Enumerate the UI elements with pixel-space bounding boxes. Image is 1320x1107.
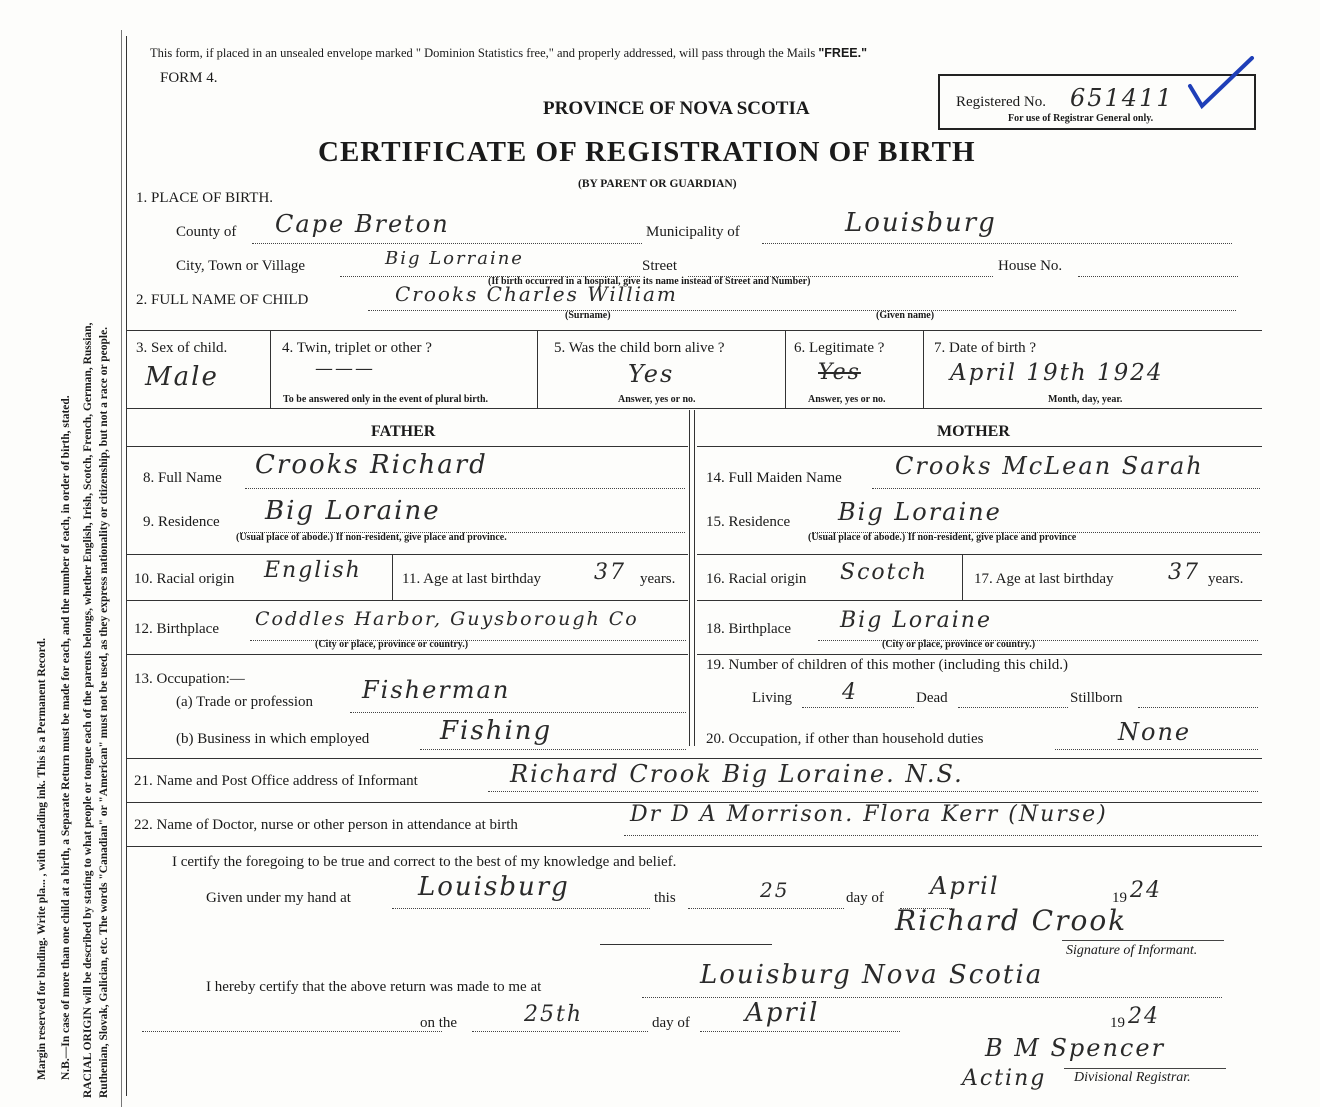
certify-divider: [600, 944, 772, 945]
certify-text: I certify the foregoing to be true and correct to the best of my knowledge and belief.: [172, 854, 677, 870]
mother-rule-2: [697, 600, 1262, 601]
mother-occ-label: 20. Occupation, if other than household duties: [706, 731, 984, 747]
box-divider-3: [785, 330, 786, 408]
mother-heading-rule: [697, 446, 1262, 447]
frame-left: [126, 36, 127, 1096]
mother-years: years.: [1208, 571, 1244, 587]
child-name-line: [368, 310, 1236, 311]
acting-note: Acting: [962, 1066, 1047, 1091]
living-label: Living: [752, 690, 792, 706]
postal-note: This form, if placed in an unsealed envelope marked " Dominion Statistics free," and properly addressed, will pass through the Mails "FREE.": [150, 46, 868, 60]
registrar-signature: B M Spencer: [985, 1034, 1166, 1062]
rule-bottom-boxes: [126, 408, 1262, 409]
given-label: Given under my hand at: [206, 890, 351, 906]
father-name-line: [245, 488, 685, 489]
rule-top-boxes: [126, 330, 1262, 331]
stillborn-label: Stillborn: [1070, 690, 1123, 706]
child-name-label: 2. FULL NAME OF CHILD: [136, 292, 309, 308]
registrar-label: Divisional Registrar.: [1074, 1070, 1191, 1085]
father-bp-label: 12. Birthplace: [134, 621, 219, 637]
father-years: years.: [640, 571, 676, 587]
father-name-label: 8. Full Name: [143, 470, 222, 486]
signature-label: Signature of Informant.: [1066, 943, 1198, 958]
registrar-place-line: [642, 997, 1222, 998]
children-label: 19. Number of children of this mother (including this child.): [706, 657, 1069, 673]
father-age-value: 37: [594, 560, 626, 585]
county-value: Cape Breton: [275, 210, 450, 238]
municipality-label: Municipality of: [646, 224, 740, 240]
father-bp-note: (City or place, province or country.): [315, 639, 469, 650]
street-label: Street: [642, 258, 677, 274]
registrar-day-line: [472, 1031, 648, 1032]
father-heading: FATHER: [371, 423, 436, 440]
alive-value: Yes: [628, 360, 675, 388]
reg-note: For use of Registrar General only.: [1008, 113, 1154, 124]
rule-informant-top: [126, 758, 1262, 759]
legitimate-value: Yes: [818, 360, 861, 385]
sex-label: 3. Sex of child.: [136, 340, 228, 356]
father-rule-1: [126, 554, 688, 555]
city-value: Big Lorraine: [385, 248, 524, 269]
informant-line: [488, 791, 1258, 792]
mother-bp-value: Big Loraine: [840, 608, 992, 633]
mother-heading: MOTHER: [937, 423, 1010, 440]
living-line: [802, 707, 914, 708]
registrar-day-value: 25th: [524, 1002, 584, 1027]
registration-box: [938, 74, 1256, 130]
twin-label: 4. Twin, triplet or other ?: [282, 340, 432, 356]
registrar-year-prefix: 19: [1110, 1015, 1125, 1031]
mother-name-line: [872, 488, 1260, 489]
center-divider: [689, 410, 695, 746]
county-line: [252, 243, 642, 244]
certify-day-value: 25: [760, 878, 790, 902]
mother-occ-value: None: [1118, 718, 1192, 746]
box-divider-4: [923, 330, 924, 408]
informant-value: Richard Crook Big Loraine. N.S.: [510, 760, 964, 788]
racial-note-2: Ruthenian, Slovak, Galician, etc. The words "Canadian" or "American" must not be used, as they express nationality or citizenship, but not a race or people.: [98, 326, 110, 1098]
box-divider-2: [537, 330, 538, 408]
living-value: 4: [842, 680, 858, 705]
twin-value: ———: [315, 358, 375, 379]
surname-note: (Surname): [565, 310, 611, 321]
city-label: City, Town or Village: [176, 258, 306, 274]
house-label: House No.: [998, 258, 1063, 274]
mother-res-value: Big Loraine: [838, 498, 1002, 526]
signature-line: [1062, 940, 1224, 941]
mother-rule-3: [697, 654, 1262, 655]
alive-note: Answer, yes or no.: [618, 394, 696, 405]
father-racial-divider: [392, 554, 393, 600]
informant-signature: Richard Crook: [895, 904, 1128, 937]
doctor-value: Dr D A Morrison. Flora Kerr (Nurse): [630, 802, 1108, 827]
day-line: [688, 908, 844, 909]
sex-value: Male: [145, 362, 219, 392]
business-label: (b) Business in which employed: [176, 731, 370, 747]
mother-racial-label: 16. Racial origin: [706, 571, 807, 587]
father-rule-3: [126, 654, 688, 655]
registrar-place-value: Louisburg Nova Scotia: [700, 960, 1044, 990]
mother-racial-value: Scotch: [840, 560, 928, 585]
box-divider-1: [270, 330, 271, 408]
certify-month-value: April: [930, 872, 1000, 900]
dob-value: April 19th 1924: [950, 360, 1164, 386]
trade-value: Fisherman: [362, 676, 511, 704]
year-prefix: 19: [1112, 890, 1127, 906]
page-title: CERTIFICATE OF REGISTRATION OF BIRTH: [318, 136, 976, 168]
given-place-line: [392, 908, 650, 909]
father-racial-label: 10. Racial origin: [134, 571, 235, 587]
legitimate-label: 6. Legitimate ?: [794, 340, 885, 356]
mother-bp-label: 18. Birthplace: [706, 621, 791, 637]
given-note: (Given name): [876, 310, 935, 321]
mother-name-label: 14. Full Maiden Name: [706, 470, 842, 486]
father-res-label: 9. Residence: [143, 514, 220, 530]
legitimate-note: Answer, yes or no.: [808, 394, 886, 405]
municipality-line: [762, 243, 1232, 244]
dead-line: [958, 707, 1068, 708]
house-line: [1078, 276, 1238, 277]
registrar-year-value: 24: [1128, 1004, 1160, 1029]
father-rule-2: [126, 600, 688, 601]
binding-note: Margin reserved for binding. Write pla... , with unfading ink. This is a Permanent Record.: [36, 637, 48, 1080]
this-label: this: [654, 890, 676, 906]
father-name-value: Crooks Richard: [255, 450, 488, 480]
mother-rule-1: [697, 554, 1262, 555]
mother-name-value: Crooks McLean Sarah: [895, 452, 1204, 480]
province-heading: PROVINCE OF NOVA SCOTIA: [543, 98, 810, 119]
place-heading: 1. PLACE OF BIRTH.: [136, 190, 274, 206]
reg-number: 651411: [1070, 84, 1174, 112]
day-of-label: day of: [846, 890, 884, 906]
mother-res-note: (Usual place of abode.) If non-resident, give place and province: [808, 532, 1077, 543]
racial-note-1: RACIAL ORIGIN will be described by stating to what people or tongue each of the parents belongs, whether English, Irish, Scotch, French, German, Russian,: [82, 322, 94, 1098]
registrar-text: I hereby certify that the above return was made to me at: [206, 979, 542, 995]
father-racial-value: English: [264, 558, 362, 583]
registrar-sig-line: [1064, 1068, 1226, 1069]
county-label: County of: [176, 224, 237, 240]
registrar-day-of: day of: [652, 1015, 690, 1031]
father-age-label: 11. Age at last birthday: [402, 571, 541, 587]
registrar-lead-line: [142, 1031, 442, 1032]
father-res-value: Big Loraine: [265, 496, 441, 526]
municipality-value: Louisburg: [845, 208, 997, 238]
hospital-note: (If birth occurred in a hospital, give its name instead of Street and Number): [488, 276, 811, 287]
certify-year-value: 24: [1130, 878, 1162, 903]
on-the-label: on the: [420, 1015, 458, 1031]
mother-occ-line: [1055, 749, 1258, 750]
father-heading-rule: [126, 446, 688, 447]
doctor-line: [624, 835, 1258, 836]
occupation-label: 13. Occupation:—: [134, 671, 245, 687]
reg-label: Registered No.: [956, 94, 1046, 110]
mother-age-value: 37: [1168, 560, 1200, 585]
nb-note: N.B.—In case of more than one child at a birth, a Separate Return must be made for each, and the number of each, in order of birth, stated.: [60, 395, 72, 1080]
stillborn-line: [1138, 707, 1258, 708]
father-bp-value: Coddles Harbor, Guysborough Co: [255, 608, 639, 630]
mother-racial-divider: [962, 554, 963, 600]
page-subtitle: (BY PARENT OR GUARDIAN): [578, 178, 737, 190]
informant-label: 21. Name and Post Office address of Informant: [134, 773, 418, 789]
dead-label: Dead: [916, 690, 948, 706]
trade-label: (a) Trade or profession: [176, 694, 314, 710]
check-mark-icon: [1180, 56, 1255, 116]
doctor-label: 22. Name of Doctor, nurse or other person in attendance at birth: [134, 817, 518, 833]
registrar-month-value: April: [745, 998, 820, 1028]
alive-label: 5. Was the child born alive ?: [554, 340, 725, 356]
dob-note: Month, day, year.: [1048, 394, 1123, 405]
father-res-note: (Usual place of abode.) If non-resident, give place and province.: [236, 532, 507, 543]
form-number: FORM 4.: [160, 70, 218, 86]
registrar-month-line: [700, 1031, 900, 1032]
mother-age-label: 17. Age at last birthday: [974, 571, 1114, 587]
trade-line: [350, 712, 686, 713]
twin-note: To be answered only in the event of plural birth.: [283, 394, 489, 405]
business-line: [420, 749, 686, 750]
rule-certify-top: [126, 846, 1262, 847]
dob-label: 7. Date of birth ?: [934, 340, 1037, 356]
business-value: Fishing: [440, 716, 553, 746]
margin-notes: [0, 0, 125, 1107]
given-place-value: Louisburg: [418, 872, 570, 902]
mother-res-label: 15. Residence: [706, 514, 791, 530]
mother-bp-note: (City or place, province or country.): [882, 639, 1036, 650]
margin-rule: [121, 30, 122, 1107]
child-name-value: Crooks Charles William: [395, 282, 678, 306]
